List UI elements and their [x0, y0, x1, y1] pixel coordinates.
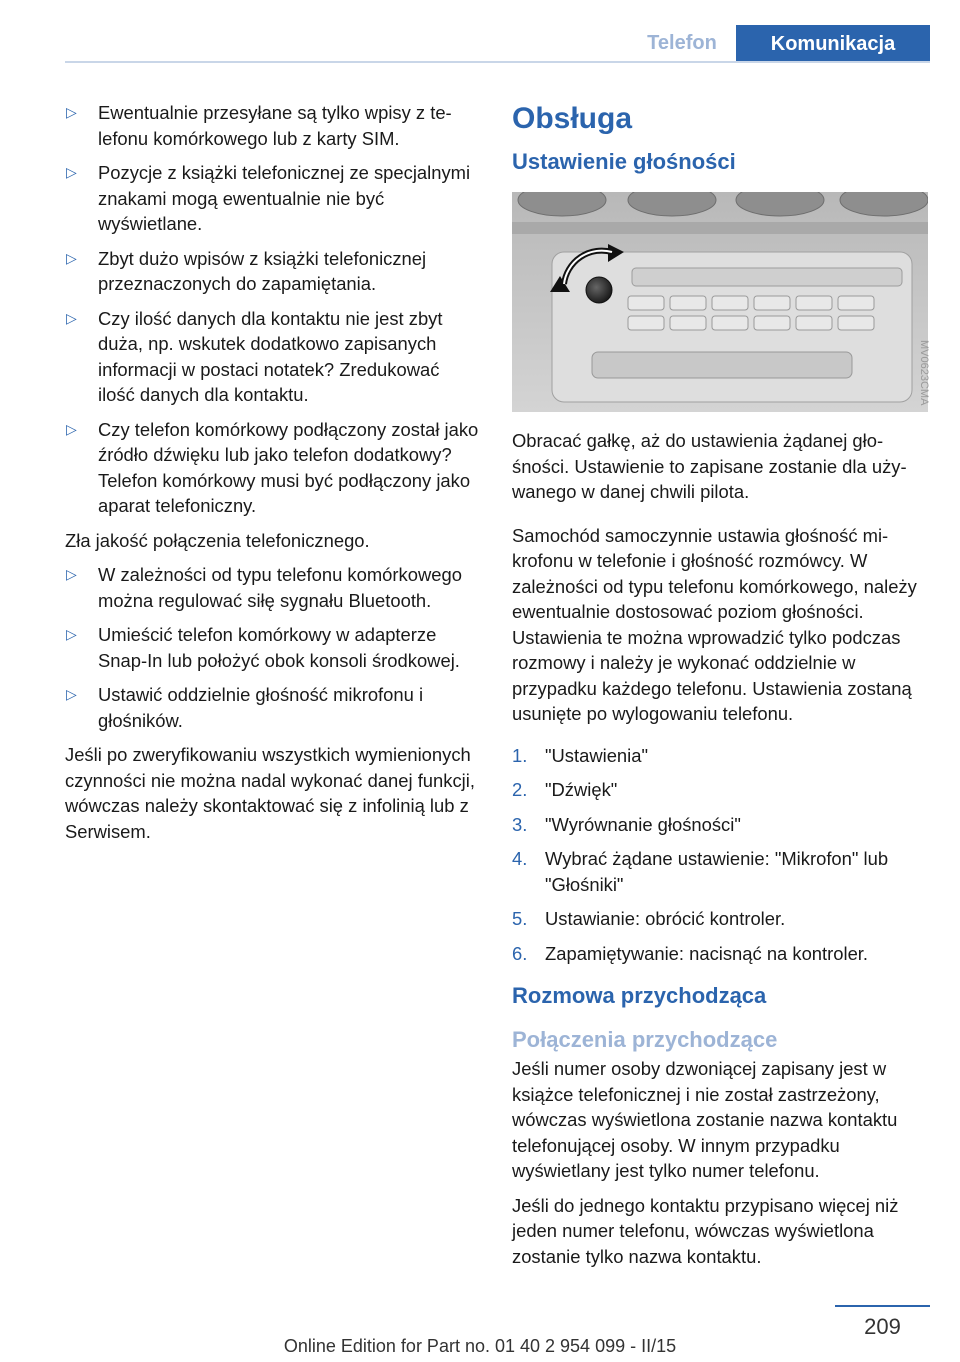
- triangle-bullet-icon: ▷: [66, 309, 77, 326]
- steps-list: [512, 743, 930, 967]
- console-photo-svg: [512, 192, 928, 412]
- bullet-text: Ustawić oddzielnie głośność mikrofonu i głośników.: [98, 684, 424, 731]
- console-volume-knob-photo: [512, 192, 928, 412]
- step-text: "Wyrównanie głośności": [545, 813, 741, 835]
- header-tab-komunikacja[interactable]: Komunikacja: [736, 25, 930, 63]
- paragraph-bad-quality: Zła jakość połączenia telefonicznego.: [65, 529, 370, 551]
- bullet-list-remedies: [65, 562, 480, 733]
- step-number: 1.: [512, 744, 528, 766]
- bullet-item: [65, 417, 480, 519]
- triangle-bullet-icon: ▷: [66, 164, 77, 180]
- bullet-item: [65, 622, 480, 673]
- heading-volume: Ustawienie głośności: [512, 149, 736, 174]
- step-number: 2.: [512, 779, 528, 800]
- header-tab-telefon[interactable]: Telefon: [647, 32, 717, 54]
- step-text: "Dźwięk": [545, 779, 618, 800]
- bullet-item: [65, 246, 480, 297]
- step-text: Zapamiętywanie: nacisnąć na kontroler.: [545, 942, 869, 964]
- bullet-list-causes: [65, 100, 480, 519]
- paragraph-incoming-2: Jeśli do jednego kontaktu przypisano więcej niż jeden numer telefonu, wówczas wyświetlona zostanie tylko nazwa kontaktu.: [512, 1194, 899, 1267]
- bullet-text: Umieścić telefon komórkowy w adapterze Snap-In lub położyć obok konsoli środkowej.: [98, 624, 460, 671]
- step-item: [512, 941, 930, 967]
- paragraph-contact-service: Jeśli po zweryfikowaniu wszystkich wymienionych czynności nie można nadal wykonać danej funkcji, wówczas należy skontaktować się z infolinią lub z Serwisem.: [65, 744, 475, 842]
- bullet-text: Zbyt dużo wpisów z książki telefonicznej przeznaczonych do zapamiętania.: [98, 247, 427, 294]
- bullet-item: [65, 562, 480, 613]
- bullet-text: Pozycje z książki telefonicznej ze specjalnymi znakami mogą ewentualnie nie być wyświetlane.: [98, 162, 471, 234]
- step-item: [512, 743, 930, 769]
- header-divider: [65, 61, 930, 63]
- bullet-text: Ewentualnie przesyłane są tylko wpisy z telefonu komórkowego lub z karty SIM.: [98, 102, 452, 149]
- right-column: [512, 100, 930, 1278]
- paragraph-incoming-1: Jeśli numer osoby dzwoniącej zapisany jest w książce telefonicznej i nie został zastrzeżony, wówczas wyświetlona zostanie nazwa kontaktu telefonującej osoby. W innym przypadku wyświetlany jest tylko numer telefonu.: [512, 1058, 898, 1181]
- step-text: Ustawianie: obrócić kontroler.: [545, 908, 786, 929]
- step-item: [512, 906, 930, 932]
- page-number: 209: [864, 1314, 901, 1339]
- step-item: [512, 846, 930, 897]
- step-item: [512, 777, 930, 803]
- bullet-item: [65, 306, 480, 408]
- bullet-text: W zależności od typu telefonu komórkowego można regulować siłę sygnału Bluetooth.: [98, 564, 462, 611]
- triangle-bullet-icon: ▷: [66, 566, 77, 582]
- section-title-obsluga: Obsługa: [512, 102, 633, 135]
- triangle-bullet-icon: ▷: [66, 686, 77, 702]
- triangle-bullet-icon: ▷: [66, 626, 77, 642]
- step-text: "Ustawienia": [545, 744, 649, 766]
- step-item: [512, 812, 930, 838]
- triangle-bullet-icon: ▷: [66, 104, 77, 120]
- bullet-item: [65, 100, 480, 151]
- bullet-item: [65, 160, 480, 237]
- bullet-text: Czy ilość danych dla kontaktu nie jest zbyt duża, np. wskutek dodatkowo zapisanych informacji w postaci notatek? Zredukować ilość danych dla kontaktu.: [98, 307, 443, 405]
- photo-code-label: MV0623CMA: [918, 340, 930, 406]
- triangle-bullet-icon: ▷: [66, 249, 77, 266]
- paragraph-volume-mic: Samochód samoczynnie ustawia głośność mikrofonu w telefonie i głośność rozmówcy. W zależności od typu telefonu komórkowego, należy ewentualnie dostosować poziom głośności. Ustawienia te można wprowadzić tylko podczas rozmowy i należy je wykonać oddzielnie w przypadku każdego telefonu. Ustawienia zostaną usunięte po wylogowaniu telefonu.: [512, 524, 917, 724]
- subheading-incoming-calls: Połączenia przychodzące: [512, 1027, 778, 1052]
- paragraph-volume-turn: Obracać gałkę, aż do ustawienia żądanej głośności. Ustawienie to zapisane zostanie dla używanego w danej chwili pilota.: [512, 430, 907, 502]
- bullet-item: [65, 682, 480, 733]
- step-number: 4.: [512, 848, 528, 869]
- step-number: 3.: [512, 813, 528, 835]
- triangle-bullet-icon: ▷: [66, 420, 77, 437]
- footer-edition: Online Edition for Part no. 01 40 2 954 099 - II/15: [283, 1336, 677, 1356]
- step-number: 5.: [512, 908, 528, 929]
- step-number: 6.: [512, 942, 528, 964]
- heading-incoming-call: Rozmowa przychodząca: [512, 983, 767, 1008]
- footer-divider: [835, 1305, 930, 1307]
- left-column: [65, 100, 480, 853]
- bullet-text: Czy telefon komórkowy podłączony został jako źródło dźwięku lub jako telefon dodatkowy? Telefon komórkowy musi być podłączony jako aparat telefoniczny.: [98, 418, 479, 516]
- step-text: Wybrać żądane ustawienie: "Mikrofon" lub "Głośniki": [545, 848, 889, 895]
